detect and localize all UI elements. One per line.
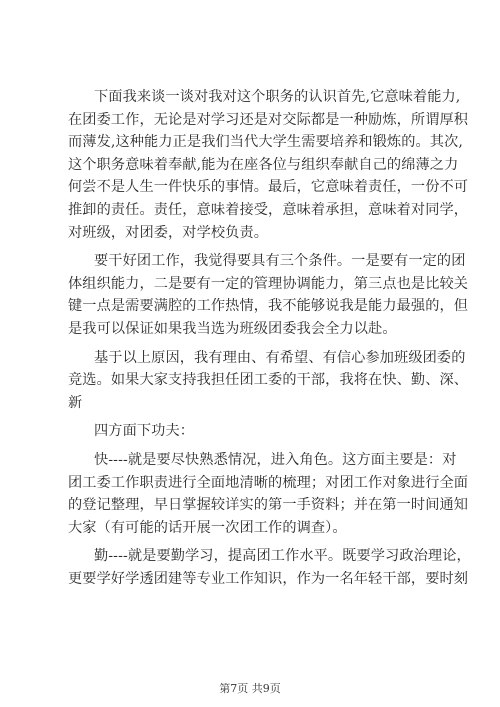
paragraph-line: 在团委工作，无论是对学习还是对交际都是一种励炼，所谓厚积 (68, 111, 469, 128)
paragraph-line: 何尝不是人生一件快乐的事情。最后，它意味着责任，一份不可 (68, 179, 469, 196)
paragraph-line: 而薄发,这种能力正是我们当代大学生需要培养和锻炼的。其次, (68, 134, 463, 151)
paragraph-line: 体组织能力，二是要有一定的管理协调能力，第三点也是比较关 (68, 275, 469, 292)
document-body (68, 86, 471, 590)
paragraph-line: 是我可以保证如果我当选为班级团委我会全力以赴。 (68, 320, 397, 337)
paragraph-line: 这个职务意味着奉献,能为在座各位与组织奉献自己的绵薄之力 (68, 156, 459, 173)
paragraph-line: 键一点是需要满腔的工作热情，我不能够说我是能力最强的，但 (68, 298, 469, 315)
paragraph-line: 更要学好学透团建等专业工作知识，作为一名年轻干部，要时刻 (68, 570, 469, 587)
paragraph-line: 团工委工作职责进行全面地清晰的梳理；对团工作对象进行全面 (68, 474, 469, 491)
page-footer: 第7页 共9页 (219, 682, 281, 695)
paragraph-line: 新 (68, 394, 83, 411)
paragraph-line: 下面我来谈一谈对我对这个职务的认识首先,它意味着能力, (94, 89, 461, 105)
paragraph-line: 推卸的责任。责任，意味着接受，意味着承担，意味着对同学， (68, 201, 469, 218)
paragraph-line: 快----就是要尽快熟悉情况，进入角色。这方面主要是：对 (94, 451, 457, 468)
paragraph-line: 基于以上原因，我有理由、有希望、有信心参加班级团委的 (94, 349, 466, 366)
paragraph-line: 竞选。如果大家支持我担任团工委的干部，我将在快、勤、深、 (68, 372, 469, 389)
paragraph-line: 四方面下功夫： (94, 423, 195, 440)
paragraph-line: 大家（有可能的话开展一次团工作的调查）。 (68, 519, 347, 536)
paragraph-line: 要干好团工作，我觉得要具有三个条件。一是要有一定的团 (94, 253, 466, 270)
paragraph-line: 勤----就是要勤学习，提高团工作水平。既要学习政治理论， (94, 548, 471, 565)
paragraph-line: 对班级，对团委，对学校负责。 (68, 224, 269, 241)
paragraph-line: 的登记整理，早日掌握较详实的第一手资料；并在第一时间通知 (68, 497, 469, 514)
